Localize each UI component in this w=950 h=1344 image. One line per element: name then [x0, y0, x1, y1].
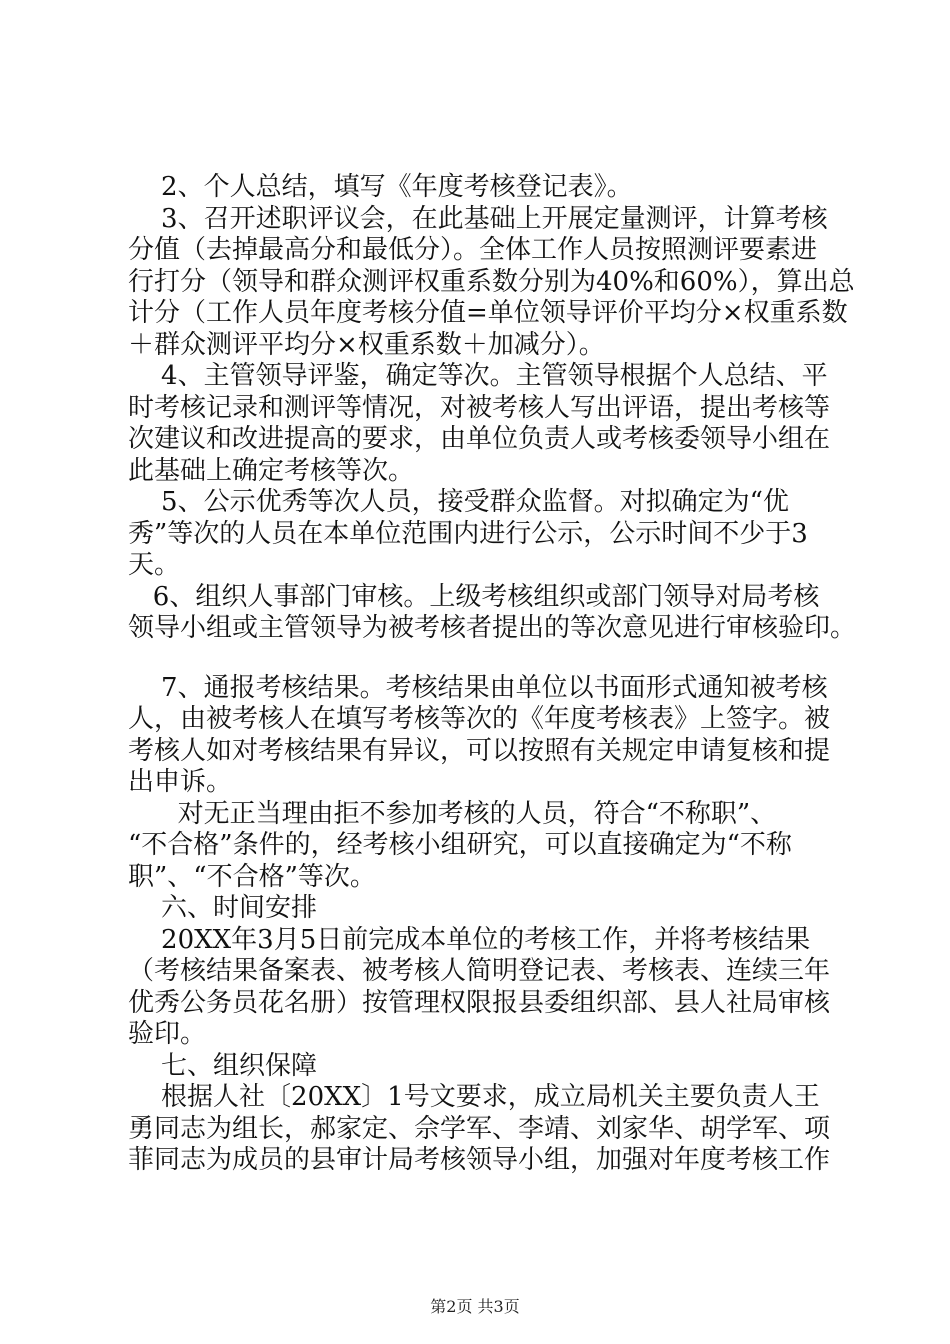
paragraph-line: 次建议和改进提高的要求，由单位负责人或考核委领导小组在 — [128, 424, 831, 454]
paragraph-line: 出申诉。 — [128, 767, 233, 797]
paragraph-line: 领导小组或主管领导为被考核者提出的等次意见进行审核验印。 — [128, 613, 857, 643]
paragraph-line: 4、主管领导评鉴，确定等次。主管领导根据个人总结、平 — [128, 361, 828, 391]
paragraph-line: “不合格”条件的，经考核小组研究，可以直接确定为“不称 — [128, 830, 792, 860]
paragraph-line: 计分（工作人员年度考核分值=单位领导评价平均分×权重系数 — [128, 298, 848, 328]
paragraph-line: 天。 — [128, 550, 181, 580]
paragraph-line — [128, 645, 843, 673]
paragraph-line: 秀”等次的人员在本单位范围内进行公示，公示时间不少于3 — [128, 518, 808, 549]
paragraph-line: 6、组织人事部门审核。上级考核组织或部门领导对局考核 — [128, 581, 820, 612]
paragraph-line: 对无正当理由拒不参加考核的人员，符合“不称职”、 — [128, 798, 777, 829]
paragraph-line: 考核人如对考核结果有异议，可以按照有关规定申请复核和提 — [128, 735, 831, 766]
paragraph-line: 根据人社〔20XX〕1号文要求，成立局机关主要负责人王 — [128, 1082, 820, 1112]
paragraph-line: ＋群众测评平均分×权重系数＋加减分）。 — [128, 329, 605, 360]
paragraph-line: （考核结果备案表、被考核人简明登记表、考核表、连续三年 — [128, 956, 831, 986]
paragraph-line: 分值（去掉最高分和最低分）。全体工作人员按照测评要素进 — [128, 235, 818, 265]
paragraph-line: 行打分（领导和群众测评权重系数分别为40%和60%），算出总 — [128, 266, 855, 297]
paragraph-line: 7、通报考核结果。考核结果由单位以书面形式通知被考核 — [128, 672, 828, 703]
paragraph-line: 勇同志为组长，郝家定、佘学军、李靖、刘家华、胡学军、项 — [128, 1113, 831, 1144]
paragraph-line: 2、个人总结，填写《年度考核登记表》。 — [128, 172, 633, 202]
paragraph-line: 此基础上确定考核等次。 — [128, 455, 415, 486]
page-number: 第2页 共3页 — [430, 1297, 520, 1316]
paragraph-line: 人，由被考核人在填写考核等次的《年度考核表》上签字。被 — [128, 704, 831, 734]
paragraph-line: 六、时间安排 — [128, 893, 318, 923]
paragraph-line: 职”、“不合格”等次。 — [128, 861, 376, 892]
paragraph-line: 验印。 — [128, 1019, 207, 1049]
paragraph-line: 3、召开述职评议会，在此基础上开展定量测评，计算考核 — [128, 203, 828, 234]
paragraph-line: 七、组织保障 — [128, 1050, 318, 1081]
paragraph-line: 20XX年3月5日前完成本单位的考核工作，并将考核结果 — [128, 924, 811, 955]
paragraph-line: 优秀公务员花名册）按管理权限报县委组织部、县人社局审核 — [128, 987, 831, 1018]
document-body — [128, 172, 857, 1177]
paragraph-line: 菲同志为成员的县审计局考核领导小组，加强对年度考核工作 — [128, 1145, 831, 1175]
paragraph-line: 5、公示优秀等次人员，接受群众监督。对拟确定为“优 — [128, 487, 789, 517]
paragraph-line: 时考核记录和测评等情况，对被考核人写出评语，提出考核等 — [128, 392, 831, 423]
